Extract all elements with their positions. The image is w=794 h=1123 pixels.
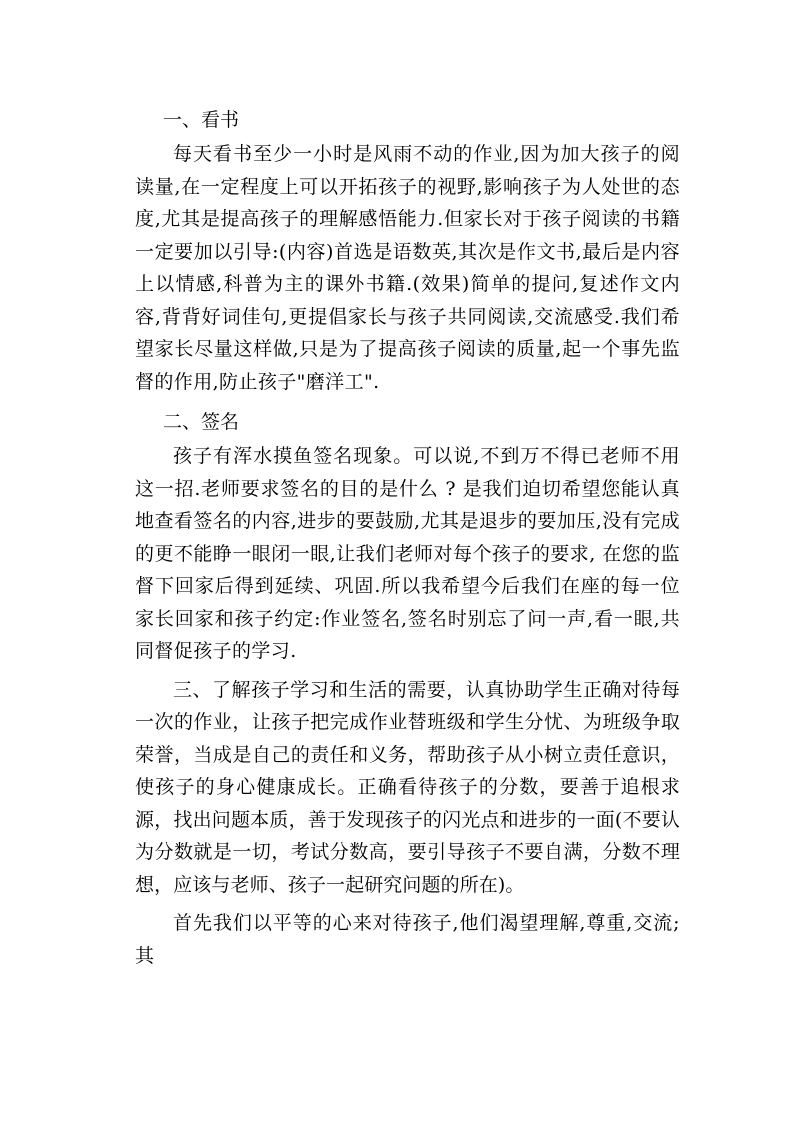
document-body xyxy=(135,102,680,978)
section-heading-reading: 一、看书 xyxy=(163,109,240,131)
paragraph-reading: 每天看书至少一小时是风雨不动的作业,因为加大孩子的阅读量,在一定程度上可以开拓孩子的视野,影响孩子为人处世的态度,尤其是提高孩子的理解感悟能力.但家长对于孩子阅读的书籍一定要加以引导:(内容)首选是语数英,其次是作文书,最后是内容上以情感,科普为主的课外书籍.(效果)简单的提问,复述作文内容,背背好词佳句,更提倡家长与孩子共同阅读,交流感受.我们希望家长尽量这样做,只是为了提高孩子阅读的质量,起一个事先监督的作用,防止孩子"磨洋工". xyxy=(135,143,680,393)
paragraph-equality: 首先我们以平等的心来对待孩子,他们渴望理解,尊重,交流;其 xyxy=(135,912,680,967)
paragraph-signature: 孩子有浑水摸鱼签名现象。可以说,不到万不得已老师不用这一招.老师要求签名的目的是什么 ? 是我们迫切希望您能认真地查看签名的内容,进步的要鼓励,尤其是退步的要加压,没有完成的更不能睁一眼闭一眼,让我们老师对每个孩子的要求, 在您的监督下回家后得到延续、巩固.所以我希望今后我们在座的每一位家长回家和孩子约定:作业签名,签名时别忘了问一声,看一眼,共同督促孩子的学习. xyxy=(135,445,680,662)
section-heading-signature: 二、签名 xyxy=(163,411,240,433)
paragraph-understanding-needs: 三、了解孩子学习和生活的需要，认真协助学生正确对待每一次的作业，让孩子把完成作业替班级和学生分忧、为班级争取荣誉，当成是自己的责任和义务，帮助孩子从小树立责任意识，使孩子的身心健康成长。正确看待孩子的分数，要善于追根求源，找出问题本质，善于发现孩子的闪光点和进步的一面(不要认为分数就是一切，考试分数高，要引导孩子不要自满，分数不理想，应该与老师、孩子一起研究问题的所在)。 xyxy=(135,678,680,896)
